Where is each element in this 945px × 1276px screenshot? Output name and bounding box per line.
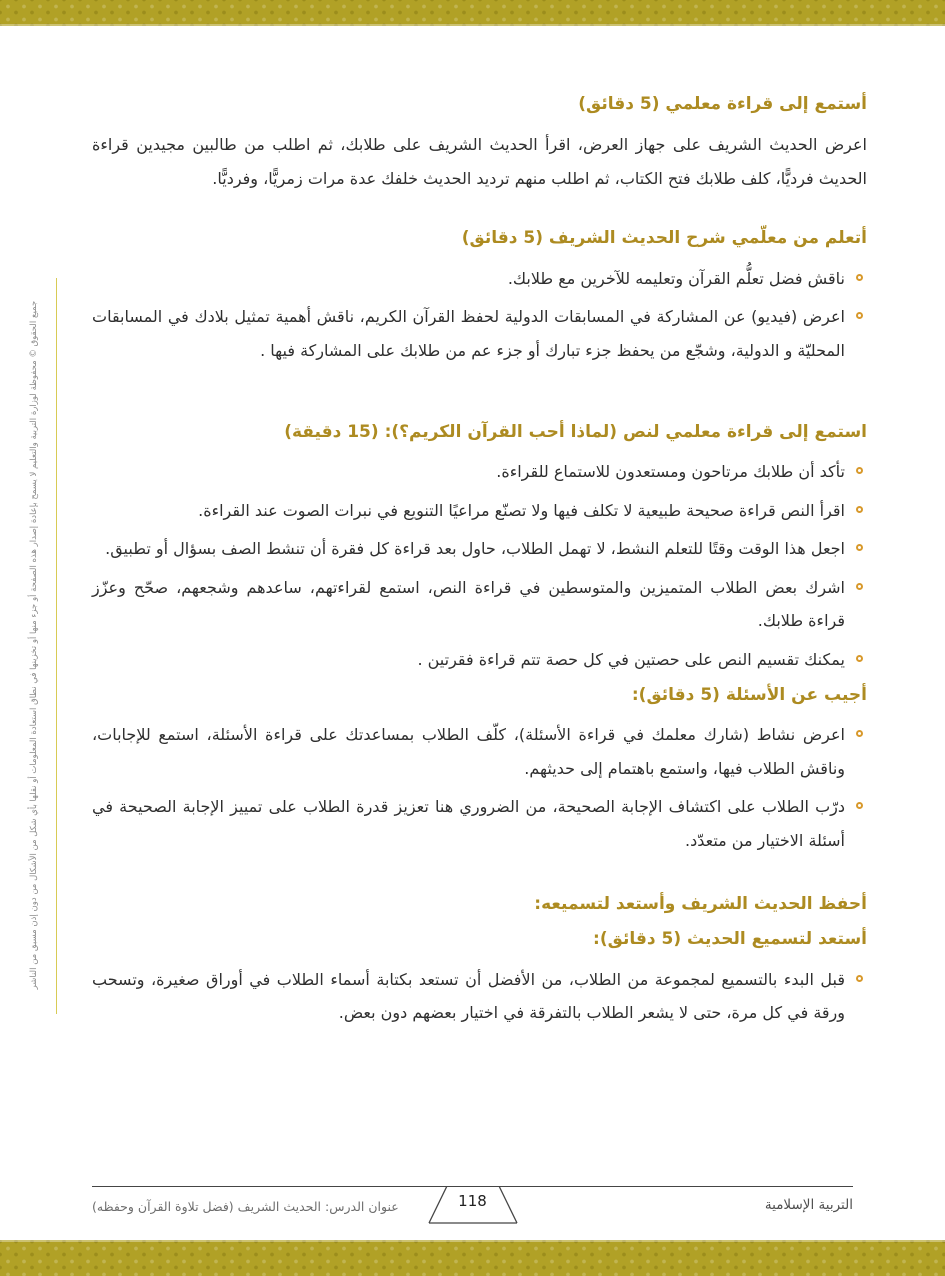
content xyxy=(92,92,867,1035)
list-item xyxy=(92,718,863,785)
bullet-text: اشرك بعض الطلاب المتميزين والمتوسطين في قراءة النص، استمع لقراءتهم، ساعدهم وشجعهم، صحّح وعزّز قراءة طلابك. xyxy=(92,577,845,631)
section-heading: أتعلم من معلّمي شرح الحديث الشريف (5 دقائق) xyxy=(461,228,867,249)
bullet-icon xyxy=(856,655,863,662)
bullet-icon xyxy=(856,583,863,590)
section xyxy=(92,92,867,196)
bullet-icon xyxy=(856,312,863,319)
list-item xyxy=(92,643,863,677)
list-item xyxy=(92,494,863,528)
list-item xyxy=(92,300,863,367)
top-decorative-bar xyxy=(0,0,945,26)
page-number: 118 xyxy=(458,1192,487,1210)
section xyxy=(92,420,867,677)
section xyxy=(92,892,867,918)
bullet-text: درّب الطلاب على اكتشاف الإجابة الصحيحة، من الضروري هنا تعزيز قدرة الطلاب على تمييز الإجابة الصحيحة في أسئلة الاختيار من متعدّد. xyxy=(92,797,845,850)
bullet-icon xyxy=(856,975,863,982)
bullet-text: اقرأ النص قراءة صحيحة طبيعية لا تكلف فيها ولا تصنّع مراعيًا التنويع في نبرات الصوت عند القراءة. xyxy=(198,500,845,520)
bullet-icon xyxy=(856,506,863,513)
list-item xyxy=(92,963,863,1030)
bullet-text: قبل البدء بالتسميع لمجموعة من الطلاب، من الأفضل أن تستعد بكتابة أسماء الطلاب في أوراق صغيرة، وتسحب ورقة في كل مرة، حتى لا يشعر الطلاب بالتفرقة في اختيار بعضهم دون بعض. xyxy=(92,969,845,1023)
section-heading: أحفظ الحديث الشريف وأستعد لتسميعه: xyxy=(534,893,867,914)
bullet-text: اعرض (فيديو) عن المشاركة في المسابقات الدولية لحفظ القرآن الكريم، ناقش أهمية تمثيل بلادك في المسابقات المحليّة و الدولية، وشجّع من يحفظ جزء تبارك أو جزء عم من طلابك على المشاركة فيها . xyxy=(92,307,845,360)
footer-lesson-title: عنوان الدرس: الحديث الشريف (فضل تلاوة القرآن وحفظه) xyxy=(92,1199,399,1214)
bullet-text: ناقش فضل تعلُّم القرآن وتعليمه للآخرين مع طلابك. xyxy=(507,268,845,288)
list-item xyxy=(92,571,863,638)
list-item xyxy=(92,532,863,566)
section-heading: استمع إلى قراءة معلمي لنص (لماذا أحب القرآن الكريم؟): (15 دقيقة) xyxy=(284,421,867,442)
bullet-text: اجعل هذا الوقت وقتًا للتعلم النشط، لا تهمل الطلاب، حاول بعد قراءة كل فقرة أن تنشط الصف بسؤال أو تطبيق. xyxy=(105,539,845,559)
section xyxy=(92,226,867,367)
bullet-icon xyxy=(856,802,863,809)
section xyxy=(92,683,867,858)
sidebar-divider xyxy=(56,278,57,1014)
section-heading: أستمع إلى قراءة معلمي (5 دقائق) xyxy=(578,94,867,114)
list-item xyxy=(92,262,863,296)
bullet-text: يمكنك تقسيم النص على حصتين في كل حصة تتم قراءة فقرتين . xyxy=(417,650,845,670)
paragraph: اعرض الحديث الشريف على جهاز العرض، اقرأ الحديث الشريف على طلابك، ثم اطلب من طالبين مجيدين قراءة الحديث فرديًّا، كلف طلابك فتح الكتاب، ثم اطلب منهم ترديد الحديث خلفك عدة مرات زمريًّا، وفرديًّا. xyxy=(92,134,867,188)
list-item xyxy=(92,455,863,489)
section-heading: أستعد لتسميع الحديث (5 دقائق): xyxy=(593,929,867,949)
bullet-text: تأكد أن طلابك مرتاحون ومستعدون للاستماع للقراءة. xyxy=(496,462,845,482)
footer-subject: التربية الإسلامية xyxy=(764,1197,853,1213)
bullet-icon xyxy=(856,274,863,281)
section xyxy=(92,927,867,1030)
page-number-badge xyxy=(421,1186,525,1224)
bullet-text: اعرض نشاط (شارك معلمك في قراءة الأسئلة)، كلّف الطلاب بمساعدتك على قراءة الأسئلة، استمع للإجابات، وناقش الطلاب فيها، واستمع باهتمام إلى حديثهم. xyxy=(92,725,845,778)
copyright-sidebar: جميع الحقوق © محفوظة لوزارة التربية والتعليم لا يسمح بإعادة إصدار هذه الصفحة أو جزء منها أو تخزينها في نطاق استعادة المعلومات أو نقلها بأي شكل من الأشكال من دون إذن مسبق من الناشر xyxy=(28,300,39,990)
bottom-decorative-bar xyxy=(0,1240,945,1276)
bullet-icon xyxy=(856,467,863,474)
list-item xyxy=(92,790,863,857)
bullet-icon xyxy=(856,544,863,551)
footer xyxy=(92,1186,853,1232)
bullet-icon xyxy=(856,730,863,737)
section-heading: أجيب عن الأسئلة (5 دقائق): xyxy=(631,684,867,705)
